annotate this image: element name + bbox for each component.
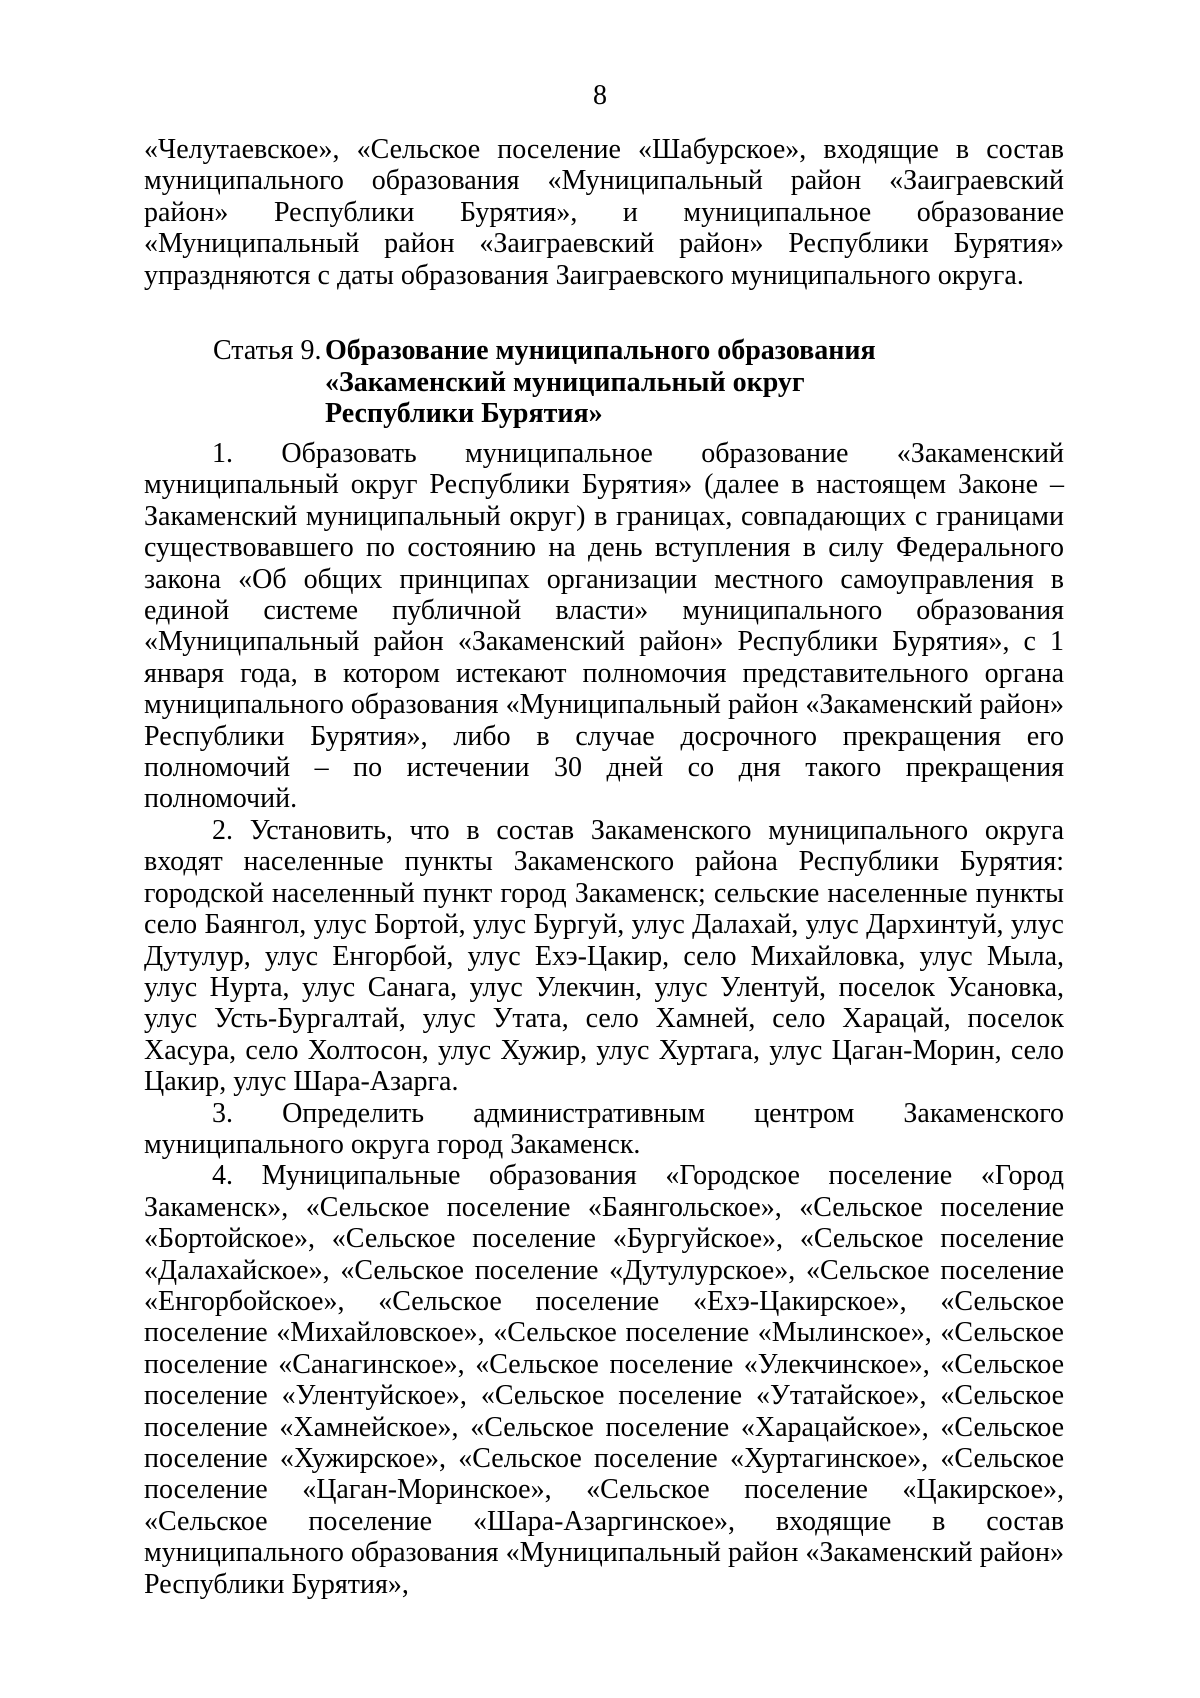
article-title-line-2: «Закаменский муниципальный округ xyxy=(325,366,805,398)
continuation-block xyxy=(144,134,1064,291)
paragraph-3: 3. Определить административным центром Закаменского муниципального округа город Закаменск. xyxy=(144,1097,1064,1160)
paragraph-1: 1. Образовать муниципальное образование «Закаменский муниципальный округ Республики Бурятия» (далее в настоящем Законе – Закаменский муниципальный округ) в границах, совпадающих с границами существовавшего по состоянию на день вступления в силу Федерального закона «Об общих принципах организации местного самоуправления в единой системе публичной власти» муниципального образования «Муниципальный район «Закаменский район» Республики Бурятия», с 1 января года, в котором истекают полномочия представительного органа муниципального образования «Муниципальный район «Закаменский район» Республики Бурятия», либо в случае досрочного прекращения его полномочий – по истечении 30 дней со дня такого прекращения полномочий. xyxy=(144,438,1064,815)
page-number: 8 xyxy=(593,80,607,111)
paragraph-4: 4. Муниципальные образования «Городское поселение «Город Закаменск», «Сельское поселение «Баянгольское», «Сельское поселение «Бортойское», «Сельское поселение «Бургуйское», «Сельское поселение «Далахайское», «Сельское поселение «Дутулурское», «Сельское поселение «Енгорбойское», «Сельское поселение «Ехэ-Цакирское», «Сельское поселение «Михайловское», «Сельское поселение «Мылинское», «Сельское поселение «Санагинское», «Сельское поселение «Улекчинское», «Сельское поселение «Улентуйское», «Сельское поселение «Утатайское», «Сельское поселение «Хамнейское», «Сельское поселение «Харацайское», «Сельское поселение «Хужирское», «Сельское поселение «Хуртагинское», «Сельское поселение «Цаган-Моринское», «Сельское поселение «Цакирское», «Сельское поселение «Шара-Азаргинское», входящие в состав муниципального образования «Муниципальный район «Закаменский район» Республики Бурятия», xyxy=(144,1160,1064,1600)
continuation-paragraph: «Челутаевское», «Сельское поселение «Шабурское», входящие в состав муниципального образования «Муниципальный район «Заиграевский район» Республики Бурятия», и муниципальное образование «Муниципальный район «Заиграевский район» Республики Бурятия» упраздняются с даты образования Заиграевского муниципального округа. xyxy=(144,134,1064,291)
paragraph-2: 2. Установить, что в состав Закаменского муниципального округа входят населенные пункты Закаменского района Республики Бурятия: городской населенный пункт город Закаменск; сельские населенные пункты село Баянгол, улус Бортой, улус Бургуй, улус Далахай, улус Дархинтуй, улус Дутулур, улус Енгорбой, улус Ехэ-Цакир, село Михайловка, улус Мыла, улус Нурта, улус Санага, улус Улекчин, улус Улентуй, поселок Усановка, улус Усть-Бургалтай, улус Утата, село Хамней, село Харацай, поселок Хасура, село Холтосон, улус Хужир, улус Хуртага, улус Цаган-Морин, село Цакир, улус Шара-Азарга. xyxy=(144,814,1064,1098)
article-title-line-1: Образование муниципального образования xyxy=(325,335,876,366)
article-label: Статья 9. xyxy=(213,335,322,366)
article-body xyxy=(144,438,1064,1600)
article-heading xyxy=(213,335,973,430)
article-title-line-3: Республики Бурятия» xyxy=(325,398,603,430)
